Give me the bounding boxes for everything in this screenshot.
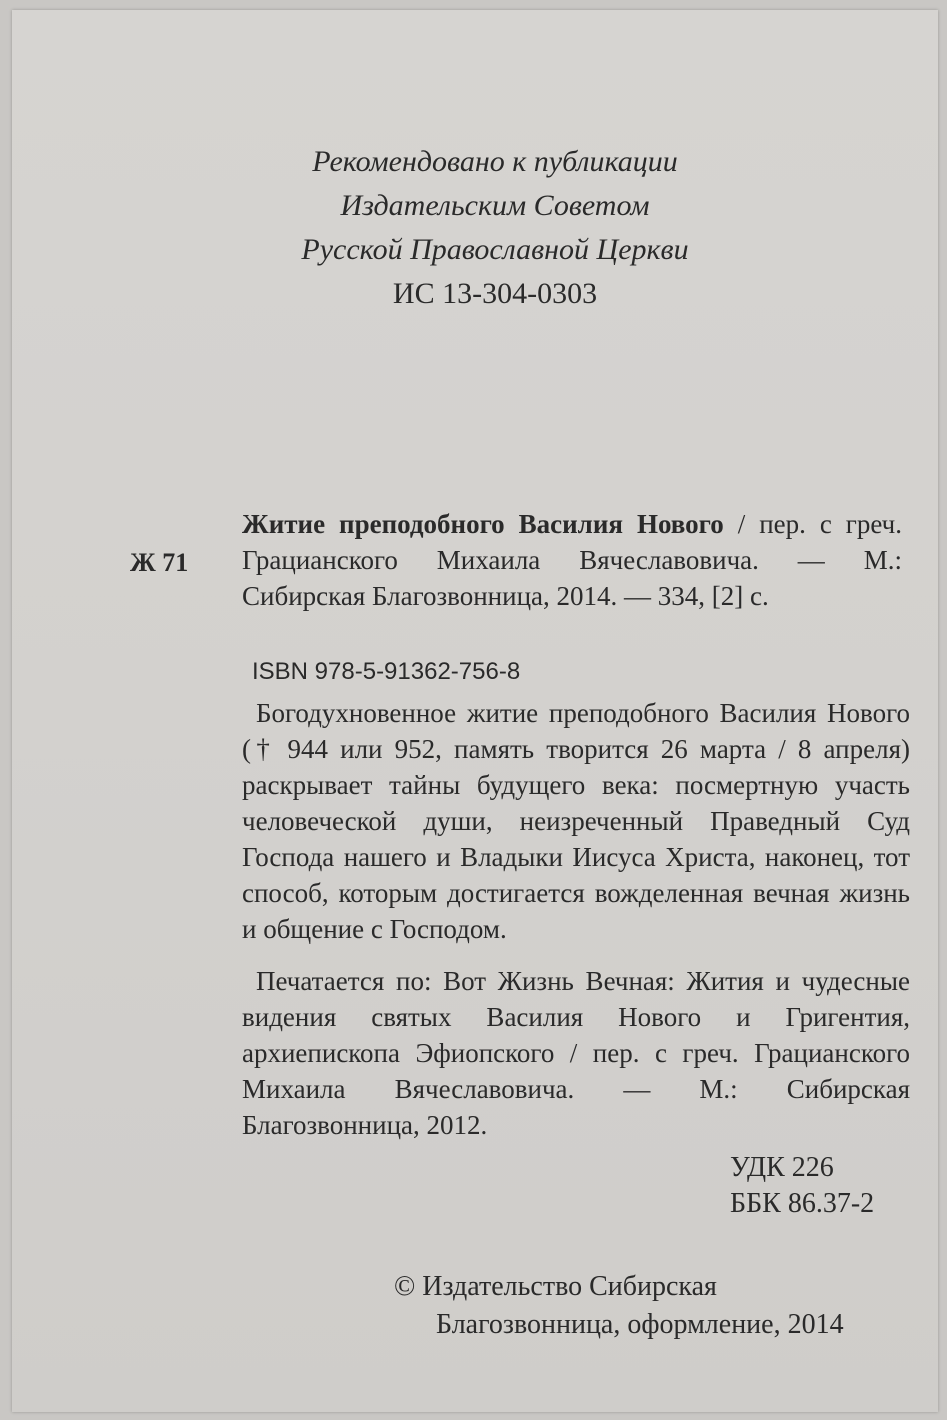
recommendation-line-1: Рекомендовано к публикации — [312, 145, 678, 178]
bibliographic-details: / пер. с греч. Грацианского Михаила Вячеславовича. — М.: Сибирская Благозвонница, 2014. — 334, [2] с. — [242, 509, 902, 611]
recommendation-line-2-wrap — [12, 184, 938, 228]
book-page — [12, 10, 938, 1412]
publishing-council-code: ИС 13-304-0303 — [392, 277, 598, 310]
recommendation-block — [12, 140, 938, 184]
copyright-line-1: © Издательство Сибирская — [394, 1271, 717, 1302]
recommendation-line-3: Русской Православной Церкви — [301, 233, 689, 266]
source-paragraph: Печатается по: Вот Жизнь Вечная: Жития и чудесные видения святых Василия Нового и Григентия, архиепископа Эфиопского / пер. с греч. Грацианского Михаила Вячеславовича. — М.: Сибирская Благозвонница, 2012. — [242, 966, 910, 1140]
bibliographic-entry — [242, 506, 902, 614]
annotation-paragraph: Богодухновенное житие преподобного Василия Нового († 944 или 952, память творится 26 марта / 8 апреля) раскрывает тайны будущего века: посмертную участь человеческой души, неизреченный Праведный Суд Господа нашего и Владыки Иисуса Христа, наконец, тот способ, которым достигается вожделенная вечная жизнь и общение с Господом. — [242, 698, 910, 944]
book-title: Житие преподобного Василия Нового — [242, 509, 724, 539]
bbk-code: ББК 86.37-2 — [730, 1188, 875, 1219]
copyright-notice — [394, 1268, 934, 1344]
isbn: ISBN 978-5-91362-756-8 — [252, 658, 521, 685]
copyright-line-2: Благозвонница, оформление, 2014 — [436, 1309, 844, 1340]
recommendation-line-2: Издательским Советом — [340, 189, 650, 222]
classification-block — [730, 1150, 874, 1222]
udk-code: УДК 226 — [730, 1152, 834, 1183]
recommendation-line-3-wrap — [12, 228, 938, 272]
catalog-code: Ж 71 — [130, 548, 189, 577]
